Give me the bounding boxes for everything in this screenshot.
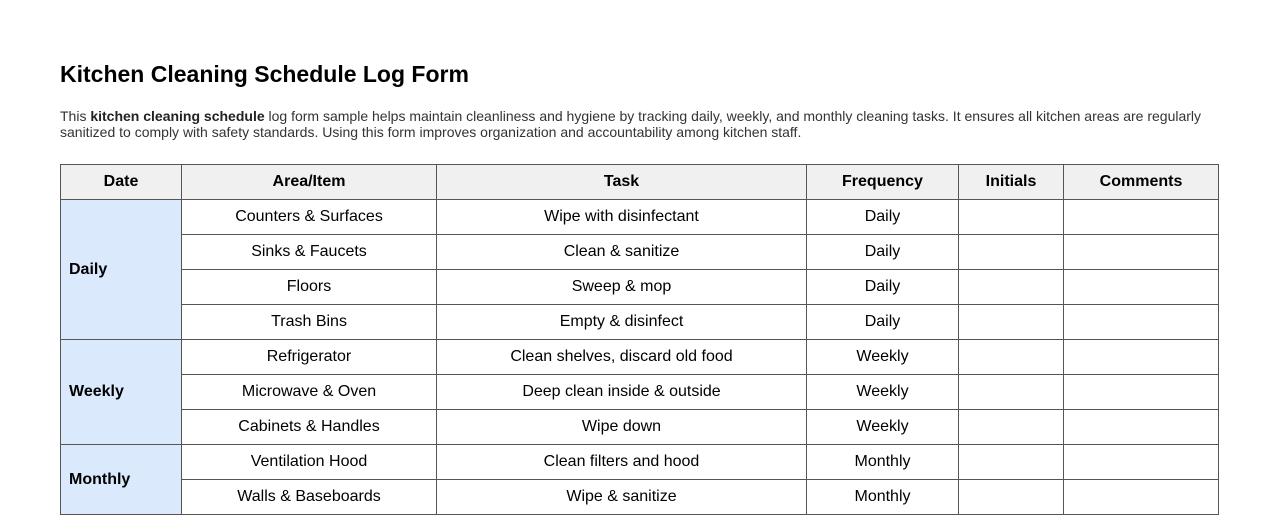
area-cell: Cabinets & Handles: [182, 410, 437, 445]
frequency-cell: Weekly: [807, 375, 959, 410]
frequency-cell: Weekly: [807, 340, 959, 375]
task-cell: Empty & disinfect: [437, 305, 807, 340]
intro-paragraph: [60, 108, 1218, 140]
table-row: [61, 480, 1219, 515]
table-row: [61, 235, 1219, 270]
comments-cell[interactable]: [1064, 480, 1219, 515]
task-cell: Clean & sanitize: [437, 235, 807, 270]
initials-cell[interactable]: [959, 305, 1064, 340]
comments-cell[interactable]: [1064, 410, 1219, 445]
frequency-cell: Weekly: [807, 410, 959, 445]
area-cell: Floors: [182, 270, 437, 305]
task-cell: Wipe down: [437, 410, 807, 445]
comments-cell[interactable]: [1064, 340, 1219, 375]
initials-cell[interactable]: [959, 235, 1064, 270]
table-row: [61, 445, 1219, 480]
header-initials: Initials: [959, 165, 1064, 200]
area-cell: Trash Bins: [182, 305, 437, 340]
task-cell: Clean filters and hood: [437, 445, 807, 480]
header-area: Area/Item: [182, 165, 437, 200]
header-date: Date: [61, 165, 182, 200]
header-comments: Comments: [1064, 165, 1219, 200]
table-row: [61, 410, 1219, 445]
area-cell: Sinks & Faucets: [182, 235, 437, 270]
task-cell: Sweep & mop: [437, 270, 807, 305]
initials-cell[interactable]: [959, 340, 1064, 375]
comments-cell[interactable]: [1064, 200, 1219, 235]
frequency-cell: Daily: [807, 270, 959, 305]
area-cell: Walls & Baseboards: [182, 480, 437, 515]
task-cell: Clean shelves, discard old food: [437, 340, 807, 375]
header-row: [61, 165, 1219, 200]
frequency-cell: Monthly: [807, 480, 959, 515]
area-cell: Microwave & Oven: [182, 375, 437, 410]
comments-cell[interactable]: [1064, 375, 1219, 410]
initials-cell[interactable]: [959, 480, 1064, 515]
group-label-monthly: Monthly: [61, 445, 182, 515]
page-title: Kitchen Cleaning Schedule Log Form: [60, 61, 469, 87]
initials-cell[interactable]: [959, 375, 1064, 410]
frequency-cell: Monthly: [807, 445, 959, 480]
comments-cell[interactable]: [1064, 235, 1219, 270]
frequency-cell: Daily: [807, 235, 959, 270]
task-cell: Wipe with disinfectant: [437, 200, 807, 235]
group-label-daily: Daily: [61, 200, 182, 340]
initials-cell[interactable]: [959, 410, 1064, 445]
area-cell: Refrigerator: [182, 340, 437, 375]
comments-cell[interactable]: [1064, 270, 1219, 305]
header-frequency: Frequency: [807, 165, 959, 200]
table-row: [61, 305, 1219, 340]
task-cell: Wipe & sanitize: [437, 480, 807, 515]
initials-cell[interactable]: [959, 270, 1064, 305]
frequency-cell: Daily: [807, 200, 959, 235]
intro-prefix: This: [60, 108, 91, 124]
table-row: [61, 340, 1219, 375]
table-row: [61, 270, 1219, 305]
schedule-table: [60, 164, 1219, 515]
intro-suffix: log form sample helps maintain cleanliness and hygiene by tracking daily, weekly, and monthly cleaning tasks. It ensures all kitchen areas are regularly sanitized to comply with safety standards. Using this form improves organization and accountability among kitchen staff.: [60, 108, 1202, 140]
comments-cell[interactable]: [1064, 445, 1219, 480]
frequency-cell: Daily: [807, 305, 959, 340]
table-row: [61, 200, 1219, 235]
header-task: Task: [437, 165, 807, 200]
initials-cell[interactable]: [959, 445, 1064, 480]
initials-cell[interactable]: [959, 200, 1064, 235]
comments-cell[interactable]: [1064, 305, 1219, 340]
table-row: [61, 375, 1219, 410]
intro-bold: kitchen cleaning schedule: [90, 108, 265, 124]
area-cell: Counters & Surfaces: [182, 200, 437, 235]
area-cell: Ventilation Hood: [182, 445, 437, 480]
group-label-weekly: Weekly: [61, 340, 182, 445]
table-body: [61, 200, 1219, 515]
task-cell: Deep clean inside & outside: [437, 375, 807, 410]
